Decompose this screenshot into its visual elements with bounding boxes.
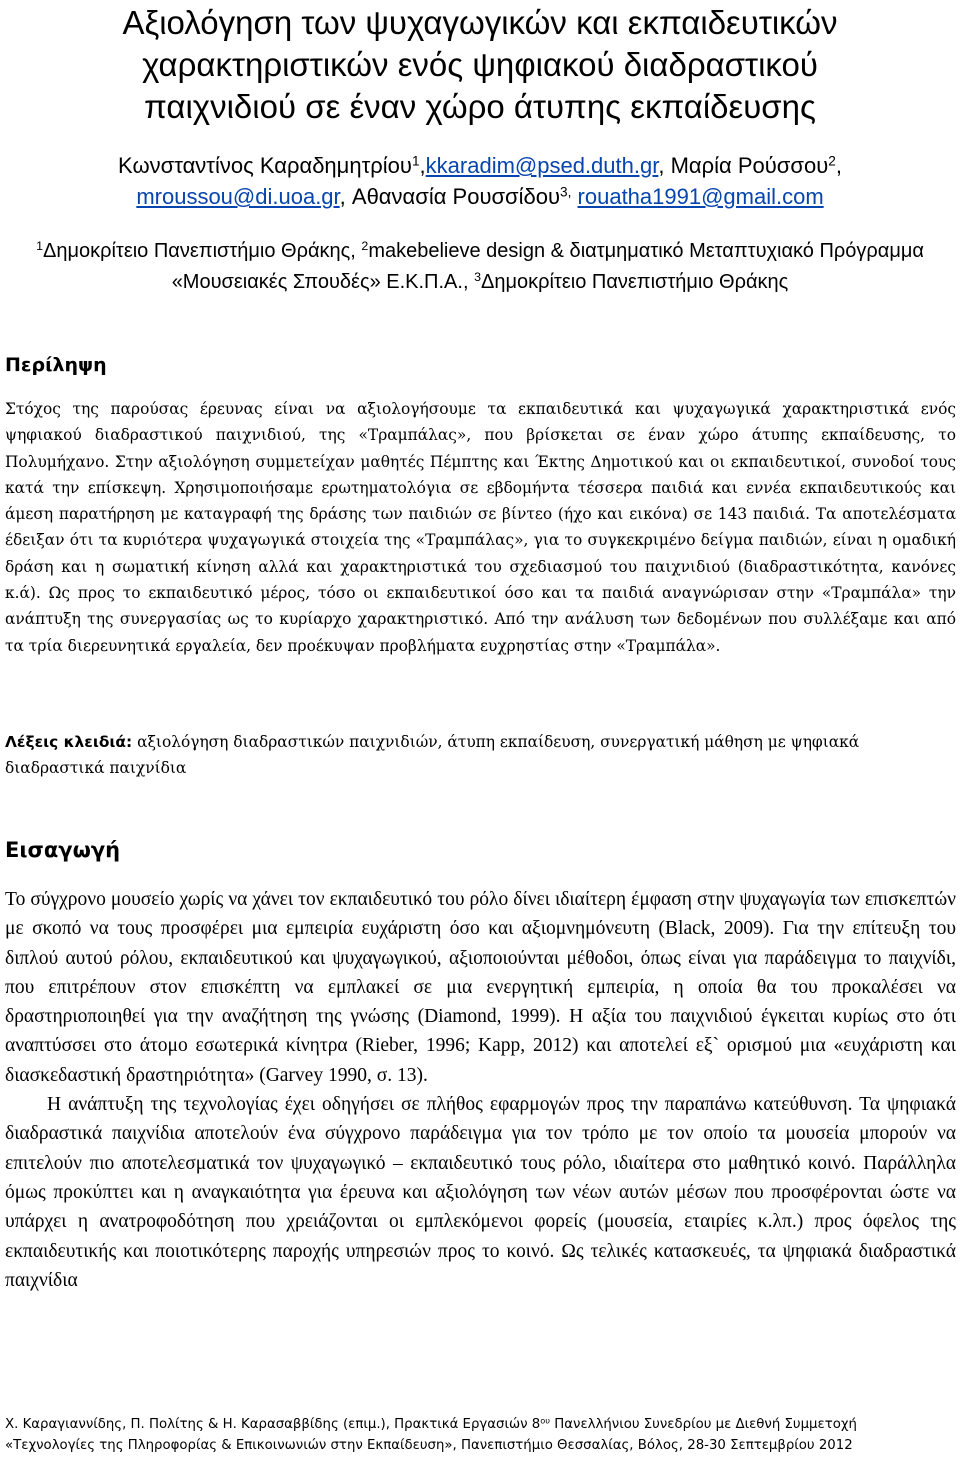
affiliation-2-sup: 2 xyxy=(361,239,369,254)
intro-paragraph-1: Το σύγχρονο μουσείο χωρίς να χάνει τον εκπαιδευτικό του ρόλο δίνει ιδιαίτερη έμφαση στην ψυχαγωγία των επισκεπτών με σκοπό να τους προσφέρει μια εμπειρία ευχάριστη όσο και αξιομνημόνευτη (Black, 2009). Για την επίτευξη του διπλού αυτού ρόλου, εκπαιδευτικού και ψυχαγωγικού, αξιοποιούνται μέθοδοι, όπως είναι για παράδειγμα το παιχνίδι, που επιτρέπουν στον επισκέπτη να εμπλακεί σε μια ενεργητική εμπειρία, η οποία θα του προκαλέσει να δραστηριοποιηθεί για την αναζήτηση της γνώσης (Diamond, 1999). Η αξία του παιχνιδιού έγκειται κυρίως στο ότι αναπτύσσει στο άτομο εσωτερικά κίνητρα (Rieber, 1996; Kapp, 2012) και αποτελεί εξ` ορισμού μια «ευχάριστη και διασκεδαστική δραστηριότητα» (Garvey 1990, σ. 13). xyxy=(5,889,956,1086)
author-3-email-link[interactable]: rouatha1991@gmail.com xyxy=(577,184,824,209)
affiliation-3: Δημοκρίτειο Πανεπιστήμιο Θράκης xyxy=(480,271,789,293)
footer-line-2: «Τεχνολογίες της Πληροφορίας & Επικοινωνιών στην Εκπαίδευση», Πανεπιστήμιο Θεσσαλίας, Βόλος, 28-30 Σεπτεμβρίου 2012 xyxy=(5,1438,853,1453)
affiliation-1: Δημοκρίτειο Πανεπιστήμιο Θράκης, xyxy=(42,240,356,262)
keywords-text: αξιολόγηση διαδραστικών παιχνιδιών, άτυπη εκπαίδευση, συνεργατική μάθηση με ψηφιακά διαδραστικά παιχνίδια xyxy=(5,733,860,778)
title-line-2: χαρακτηριστικών ενός ψηφιακού διαδραστικού xyxy=(142,46,818,83)
author-2-name: Μαρία Ρούσσου xyxy=(670,153,829,178)
abstract-text: Στόχος της παρούσας έρευνας είναι να αξιολογήσουμε τα εκπαιδευτικά και ψυχαγωγικά χαρακτηριστικά ενός ψηφιακού διαδραστικού παιχνιδιού, της «Τραμπάλας», που βρίσκεται σε έναν χώρο άτυπης εκπαίδευσης, το Πολυμήχανο. Στην αξιολόγηση συμμετείχαν μαθητές Πέμπτης και Έκτης Δημοτικού και οι εκπαιδευτικοί, συνοδοί τους κατά την επίσκεψη. Χρησιμοποιήσαμε ερωτηματολόγια σε εβδομήντα τέσσερα παιδιά και εννέα εκπαιδευτικούς και άμεση παρατήρηση με καταγραφή της δράσης των παιδιών σε βίντεο (ήχο και εικόνα) σε 143 παιδιά. Τα αποτελέσματα έδειξαν ότι τα κυριότερα ψυχαγωγικά στοιχεία της «Τραμπάλας», για το συγκεκριμένο δείγμα παιδιών, είναι η ομαδική δράση και η σωματική κίνηση αλλά και χαρακτηριστικά του σχεδιασμού του παιχνιδιού (διαδραστικότητα, κανόνες κ.ά). Ως προς το εκπαιδευτικό μέρος, τόσο οι εκπαιδευτικοί όσο και τα παιδιά αναγνώρισαν στην «Τραμπάλα» την ανάπτυξη της συνεργασίας ως το κυρίαρχο χαρακτηριστικό. Από την ανάλυση των δεδομένων που συλλέξαμε και από τα τρία διερευνητικά εργαλεία, δεν προέκυψαν προβλήματα ευχρηστίας στην «Τραμπάλα». xyxy=(5,400,956,655)
keywords xyxy=(5,729,956,782)
affiliations xyxy=(0,236,960,298)
author-1-name: Κωνσταντίνος Καραδημητρίου xyxy=(118,153,412,178)
author-2-sup: 2 xyxy=(828,153,836,169)
page-footer xyxy=(5,1414,956,1456)
affiliation-3-sup: 3 xyxy=(474,270,481,285)
affiliation-1-sup: 1 xyxy=(36,239,43,254)
author-line-1: Κωνσταντίνος Καραδημητρίου$^1$,kkaradim@psed.duth.gr, Μαρία Ρούσσου$^2$, xyxy=(118,153,842,178)
author-1-email-link[interactable]: kkaradim@psed.duth.gr xyxy=(425,153,659,178)
intro-heading: Εισαγωγή xyxy=(5,838,121,862)
title-line-3: παιχνιδιού σε έναν χώρο άτυπης εκπαίδευσης xyxy=(144,88,816,125)
footer-line-1-sup: ου xyxy=(540,1415,551,1426)
keywords-label: Λέξεις κλειδιά: xyxy=(5,733,133,751)
intro-body xyxy=(5,885,956,1295)
abstract-heading: Περίληψη xyxy=(5,354,107,376)
author-3-sup: 3, xyxy=(560,184,572,200)
author-2-email-link[interactable]: mroussou@di.uoa.gr xyxy=(136,184,340,209)
footer-line-1-end: Πανελλήνιου Συνεδρίου με Διεθνή Συμμετοχή xyxy=(550,1417,857,1432)
footer-line-1-start: Χ. Καραγιαννίδης, Π. Πολίτης & Η. Καρασαββίδης (επιμ.), Πρακτικά Εργασιών 8 xyxy=(5,1417,541,1432)
title-line-1: Αξιολόγηση των ψυχαγωγικών και εκπαιδευτικών xyxy=(122,4,838,41)
author-3-name: Αθανασία Ρουσσίδου xyxy=(351,184,561,209)
author-1-sup: 1 xyxy=(411,153,420,169)
paper-title xyxy=(0,0,960,128)
affiliation-2: makebelieve design & διατμηματικό Μεταπτυχιακό Πρόγραμμα «Μουσειακές Σπουδές» Ε.Κ.Π.Α., xyxy=(171,240,924,293)
author-line-2: mroussou@di.uoa.gr, Αθανασία Ρουσσίδου$^{3,}$ rouatha1991@gmail.com xyxy=(136,184,824,209)
intro-paragraph-2: Η ανάπτυξη της τεχνολογίας έχει οδηγήσει σε πλήθος εφαρμογών προς την παραπάνω κατεύθυνση. Τα ψηφιακά διαδραστικά παιχνίδια αποτελούν ένα σύγχρονο παράδειγμα για τον τρόπο με τον οποίο τα μουσεία μπορούν να επιτελούν πιο αποτελεσματικά τον ψυχαγωγικό – εκπαιδευτικό τους ρόλο, ιδιαίτερα στο μαθητικό κοινό. Παράλληλα όμως προκύπτει και η αναγκαιότητα για έρευνα και αξιολόγηση των νέων αυτών μέσων που προσφέρονται ώστε να υπάρχει η ανατροφοδότηση που χρειάζονται οι εμπλεκόμενοι φορείς (μουσεία, εταιρίες κ.λπ.) προς όφελος της εκπαιδευτικής και ποιοτικότερης παροχής υπηρεσιών προς το κοινό. Ως τελικές κατασκευές, τα ψηφιακά διαδραστικά παιχνίδια xyxy=(5,1094,956,1291)
footer-line-1 xyxy=(5,1414,956,1435)
author-list xyxy=(0,150,960,212)
